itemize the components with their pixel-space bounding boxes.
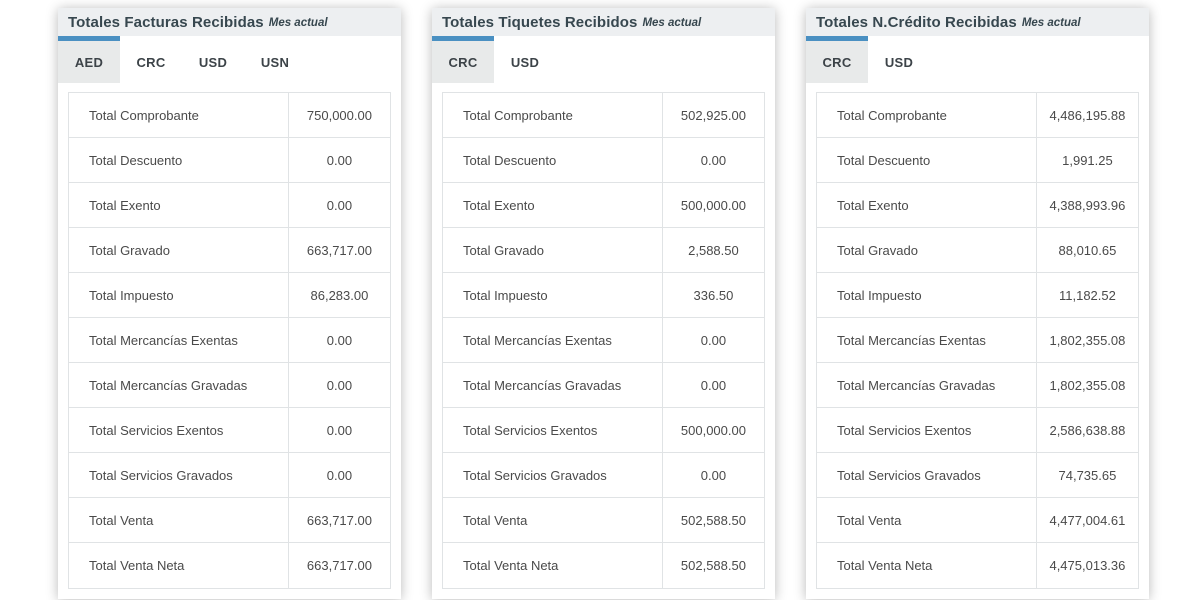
row-value: 0.00 xyxy=(326,152,353,168)
table-row xyxy=(817,183,1138,228)
totals-table xyxy=(816,92,1139,589)
row-value: 336.50 xyxy=(693,287,734,303)
table-row xyxy=(69,228,390,273)
row-label: Total Impuesto xyxy=(443,273,663,317)
row-label: Total Exento xyxy=(817,183,1037,227)
row-value: 2,586,638.88 xyxy=(1049,422,1126,438)
row-label: Total Venta Neta xyxy=(817,543,1037,588)
tab-bar xyxy=(58,36,401,83)
tab-usd[interactable]: USD xyxy=(182,36,244,83)
row-value: 0.00 xyxy=(700,332,727,348)
table-row xyxy=(69,498,390,543)
table-row xyxy=(443,453,764,498)
table-row xyxy=(817,543,1138,588)
totals-card-2 xyxy=(432,8,775,599)
row-label: Total Mercancías Gravadas xyxy=(443,363,663,407)
row-label: Total Descuento xyxy=(817,138,1037,182)
table-row xyxy=(443,363,764,408)
row-value: 4,486,195.88 xyxy=(1049,107,1126,123)
table-row xyxy=(443,498,764,543)
table-row xyxy=(817,363,1138,408)
row-value: 0.00 xyxy=(700,377,727,393)
tab-usn[interactable]: USN xyxy=(244,36,306,83)
table-row xyxy=(443,138,764,183)
totals-table xyxy=(68,92,391,589)
row-label: Total Exento xyxy=(69,183,289,227)
row-value: 502,588.50 xyxy=(680,512,746,528)
row-value: 11,182.52 xyxy=(1058,287,1116,303)
table-row xyxy=(817,273,1138,318)
totals-card-3 xyxy=(806,8,1149,599)
row-label: Total Gravado xyxy=(69,228,289,272)
row-label: Total Mercancías Exentas xyxy=(443,318,663,362)
row-label: Total Comprobante xyxy=(443,93,663,137)
row-value: 663,717.00 xyxy=(306,512,372,528)
card-title: Totales Tiquetes Recibidos xyxy=(442,13,638,31)
row-value: 1,802,355.08 xyxy=(1049,377,1126,393)
row-label: Total Servicios Exentos xyxy=(69,408,289,452)
tab-bar xyxy=(432,36,775,83)
row-label: Total Mercancías Gravadas xyxy=(817,363,1037,407)
row-value: 663,717.00 xyxy=(306,558,372,573)
row-value: 0.00 xyxy=(700,152,727,168)
table-row xyxy=(817,228,1138,273)
totals-card-1 xyxy=(58,8,401,599)
table-row xyxy=(817,318,1138,363)
row-value: 88,010.65 xyxy=(1058,242,1117,258)
table-row xyxy=(69,453,390,498)
row-label: Total Servicios Gravados xyxy=(69,453,289,497)
table-row xyxy=(443,318,764,363)
table-row xyxy=(69,93,390,138)
row-value: 502,925.00 xyxy=(680,107,746,123)
row-label: Total Exento xyxy=(443,183,663,227)
row-label: Total Servicios Exentos xyxy=(817,408,1037,452)
table-row xyxy=(443,408,764,453)
row-value: 500,000.00 xyxy=(680,422,746,438)
row-value: 500,000.00 xyxy=(680,197,746,213)
row-value: 74,735.65 xyxy=(1058,467,1117,483)
totals-table xyxy=(442,92,765,589)
card-subtitle: Mes actual xyxy=(1021,17,1081,29)
card-header xyxy=(432,8,775,36)
table-row xyxy=(69,363,390,408)
table-row xyxy=(69,273,390,318)
row-label: Total Servicios Gravados xyxy=(817,453,1037,497)
table-row xyxy=(69,543,390,588)
row-value: 663,717.00 xyxy=(306,242,372,258)
table-row xyxy=(69,408,390,453)
row-value: 0.00 xyxy=(700,467,727,483)
tab-usd[interactable]: USD xyxy=(868,36,930,83)
row-label: Total Comprobante xyxy=(817,93,1037,137)
row-value: 4,477,004.61 xyxy=(1049,512,1126,528)
tab-bar xyxy=(806,36,1149,83)
row-label: Total Servicios Gravados xyxy=(443,453,663,497)
table-row xyxy=(443,228,764,273)
row-label: Total Venta Neta xyxy=(443,543,663,588)
row-value: 4,475,013.36 xyxy=(1049,558,1126,573)
table-row xyxy=(817,453,1138,498)
row-label: Total Servicios Exentos xyxy=(443,408,663,452)
row-label: Total Descuento xyxy=(69,138,289,182)
row-value: 0.00 xyxy=(326,377,353,393)
row-label: Total Impuesto xyxy=(69,273,289,317)
table-row xyxy=(443,93,764,138)
card-header xyxy=(58,8,401,36)
row-label: Total Venta xyxy=(69,498,289,542)
row-label: Total Gravado xyxy=(817,228,1037,272)
table-row xyxy=(817,93,1138,138)
tab-crc[interactable]: CRC xyxy=(120,36,182,83)
tab-aed[interactable]: AED xyxy=(58,36,120,83)
row-label: Total Venta xyxy=(817,498,1037,542)
row-value: 750,000.00 xyxy=(306,107,372,123)
table-row xyxy=(817,498,1138,543)
table-row xyxy=(817,138,1138,183)
tab-crc[interactable]: CRC xyxy=(806,36,868,83)
table-row xyxy=(69,183,390,228)
table-row xyxy=(443,543,764,588)
row-value: 86,283.00 xyxy=(310,287,369,303)
table-row xyxy=(69,138,390,183)
row-value: 4,388,993.96 xyxy=(1049,197,1126,213)
row-value: 0.00 xyxy=(326,332,353,348)
row-value: 0.00 xyxy=(326,467,353,483)
table-row xyxy=(69,318,390,363)
card-title: Totales N.Crédito Recibidas xyxy=(816,13,1017,31)
card-title: Totales Facturas Recibidas xyxy=(68,13,264,31)
row-value: 1,802,355.08 xyxy=(1049,332,1126,348)
row-label: Total Impuesto xyxy=(817,273,1037,317)
row-label: Total Descuento xyxy=(443,138,663,182)
row-value: 0.00 xyxy=(326,197,353,213)
tab-crc[interactable]: CRC xyxy=(432,36,494,83)
row-label: Total Venta xyxy=(443,498,663,542)
card-subtitle: Mes actual xyxy=(642,17,702,29)
table-row xyxy=(817,408,1138,453)
row-label: Total Mercancías Exentas xyxy=(817,318,1037,362)
table-row xyxy=(443,273,764,318)
card-header xyxy=(806,8,1149,36)
row-label: Total Venta Neta xyxy=(69,543,289,588)
row-value: 502,588.50 xyxy=(680,558,746,573)
row-value: 0.00 xyxy=(326,422,353,438)
tab-usd[interactable]: USD xyxy=(494,36,556,83)
card-subtitle: Mes actual xyxy=(268,17,328,29)
row-label: Total Comprobante xyxy=(69,93,289,137)
table-row xyxy=(443,183,764,228)
row-label: Total Mercancías Exentas xyxy=(69,318,289,362)
row-value: 2,588.50 xyxy=(688,242,739,258)
row-label: Total Gravado xyxy=(443,228,663,272)
row-value: 1,991.25 xyxy=(1062,152,1113,168)
row-label: Total Mercancías Gravadas xyxy=(69,363,289,407)
